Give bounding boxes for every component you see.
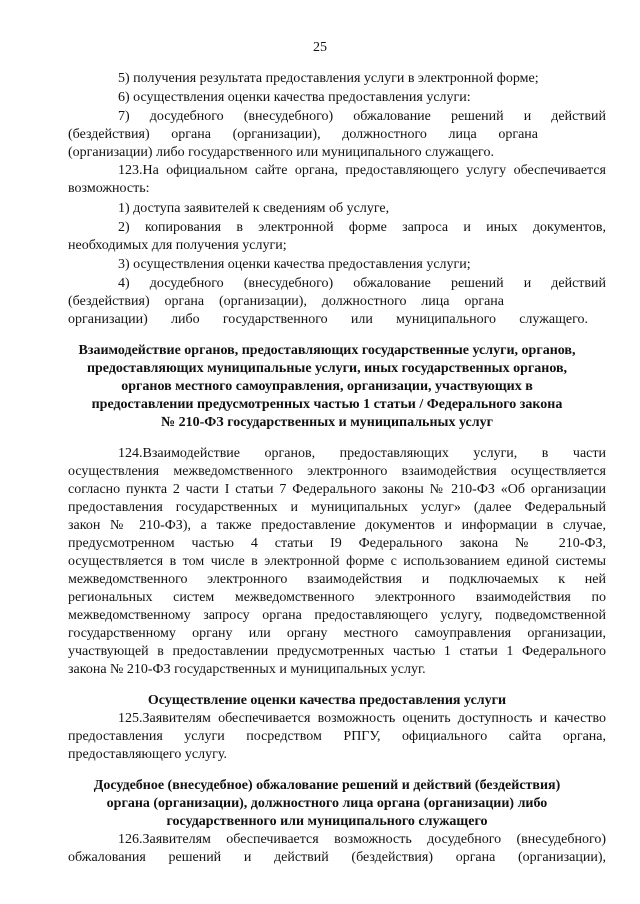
page-number: 25 xyxy=(313,40,327,55)
text-line: предусмотренном частью 4 статьи I9 Федерального закона № 210-ФЗ, xyxy=(68,536,606,551)
text-line: 123.На официальном сайте органа, предоставляющего услугу обеспечивается xyxy=(118,163,606,178)
text-line: необходимых для получения услуги; xyxy=(68,238,287,253)
text-line: предоставления государственных и муниципальных услуг» (далее Федеральный xyxy=(68,500,606,515)
section-heading-line: органов местного самоуправления, организации, участвующих в xyxy=(121,379,533,394)
text-line: 6) осуществления оценки качества предоставления услуги: xyxy=(118,90,471,105)
text-line: (бездействия) органа (организации), должностного лица органа xyxy=(68,127,538,142)
text-line: 1) доступа заявителей к сведениям об услуге, xyxy=(118,201,390,216)
text-line: предоставляющего услугу. xyxy=(68,747,227,762)
text-line: возможность: xyxy=(68,181,150,196)
text-line: региональных систем межведомственного электронного взаимодействия по xyxy=(68,590,606,605)
text-line: 7) досудебного (внесудебного) обжалование решений и действий xyxy=(118,109,606,124)
section-heading-line: № 210-ФЗ государственных и муниципальных услуг xyxy=(161,415,493,430)
text-line: осуществления межведомственного электронного взаимодействия осуществляется xyxy=(68,464,606,479)
text-line: 125.Заявителям обеспечивается возможность оценить доступность и качество xyxy=(118,711,606,726)
section-heading-line: Взаимодействие органов, предоставляющих государственные услуги, органов, xyxy=(78,343,576,358)
text-line: согласно пункта 2 части I статьи 7 Федерального законы № 210-ФЗ «Об организации xyxy=(68,482,606,497)
text-line: государственному органу или органу местного самоуправления организации, xyxy=(68,626,606,641)
section-heading-line: органа (организации), должностного лица органа (организации) либо xyxy=(106,796,548,811)
text-line: 4) досудебного (внесудебного) обжалование решений и действий xyxy=(118,276,606,291)
text-line: межведомственного электронного взаимодействия и подключаемых к ней xyxy=(68,572,606,587)
section-heading-line: Досудебное (внесудебное) обжалование решений и действий (бездействия) xyxy=(93,778,561,793)
text-line: организации) либо государственного или муниципального служащего. xyxy=(68,312,588,327)
text-line: 3) осуществления оценки качества предоставления услуги; xyxy=(118,257,471,272)
section-heading-line: Осуществление оценки качества предоставления услуги xyxy=(147,693,507,708)
text-line: (бездействия) органа (организации), должностного лица органа xyxy=(68,294,504,309)
text-line: участвующей в предоставлении предусмотренных частью 1 статьи 1 Федерального xyxy=(68,644,606,659)
text-line: 2) копирования в электронной форме запроса и иных документов, xyxy=(118,220,606,235)
section-heading-line: предоставляющих муниципальные услуги, иных государственных органов, xyxy=(86,361,568,376)
text-line: закона № 210-ФЗ государственных и муниципальных услуг. xyxy=(68,662,426,677)
text-line: предоставления услуги посредством РПГУ, официального сайта органа, xyxy=(68,729,606,744)
text-line: 5) получения результата предоставления услуги в электронной форме; xyxy=(118,71,539,86)
section-heading-line: государственного или муниципального служащего xyxy=(166,814,488,829)
text-line: осуществляется в том числе в электронной форме с использованием единой системы xyxy=(68,554,606,569)
section-heading-line: предоставлении предусмотренных частью 1 статьи / Федерального закона xyxy=(91,397,563,412)
text-line: (организации) либо государственного или муниципального служащего. xyxy=(68,145,494,160)
text-line: 126.Заявителям обеспечивается возможность досудебного (внесудебного) xyxy=(118,832,606,847)
text-line: обжалования решений и действий (бездействия) органа (организации), xyxy=(68,850,606,865)
text-line: межведомственному запросу органа предоставляющего услугу, подведомственной xyxy=(68,608,606,623)
text-line: 124.Взаимодействие органов, предоставляющих услуги, в части xyxy=(118,446,606,461)
text-line: закон № 210-ФЗ), а также предоставление документов и информации в случае, xyxy=(68,518,606,533)
